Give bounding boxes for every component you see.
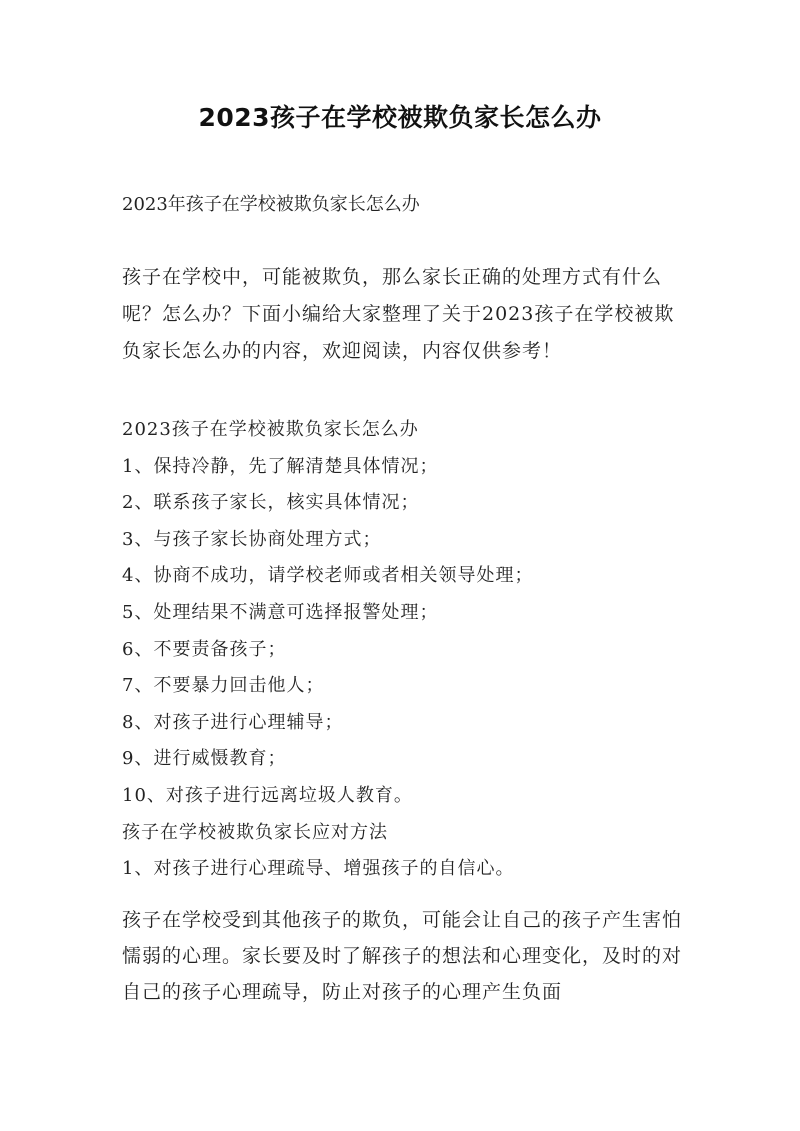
document-title: 2023孩子在学校被欺负家长怎么办 <box>198 103 602 132</box>
list-item: 4、协商不成功，请学校老师或者相关领导处理； <box>122 565 534 587</box>
list-item: 3、与孩子家长协商处理方式； <box>122 528 382 550</box>
document-subtitle: 2023年孩子在学校被欺负家长怎么办 <box>122 194 420 215</box>
section-heading: 2023孩子在学校被欺负家长怎么办 <box>122 419 419 440</box>
content-lines <box>122 412 702 888</box>
list-item: 9、进行威慑教育； <box>122 748 287 770</box>
body-paragraph: 孩子在学校受到其他孩子的欺负，可能会让自己的孩子产生害怕懦弱的心理。家长要及时了解孩子的想法和心理变化，及时的对自己的孩子心理疏导，防止对孩子的心理产生负面 <box>122 909 683 1003</box>
list-item: 1、保持冷静，先了解清楚具体情况； <box>122 455 439 477</box>
list-item: 10、对孩子进行远离垃圾人教育。 <box>122 784 413 806</box>
list-item: 8、对孩子进行心理辅导； <box>122 711 344 733</box>
list-item: 2、联系孩子家长，核实具体情况； <box>122 492 420 514</box>
intro-paragraph: 孩子在学校中，可能被欺负，那么家长正确的处理方式有什么呢？怎么办？下面小编给大家整理了关于2023孩子在学校被欺负家长怎么办的内容，欢迎阅读，内容仅供参考！ <box>122 266 675 362</box>
list-item: 1、对孩子进行心理疏导、增强孩子的自信心。 <box>122 858 515 880</box>
list-item: 5、处理结果不满意可选择报警处理； <box>122 601 439 623</box>
list-item: 6、不要责备孩子； <box>122 638 287 660</box>
list-item: 7、不要暴力回击他人； <box>122 675 325 697</box>
section-heading: 孩子在学校被欺负家长应对方法 <box>122 821 388 843</box>
